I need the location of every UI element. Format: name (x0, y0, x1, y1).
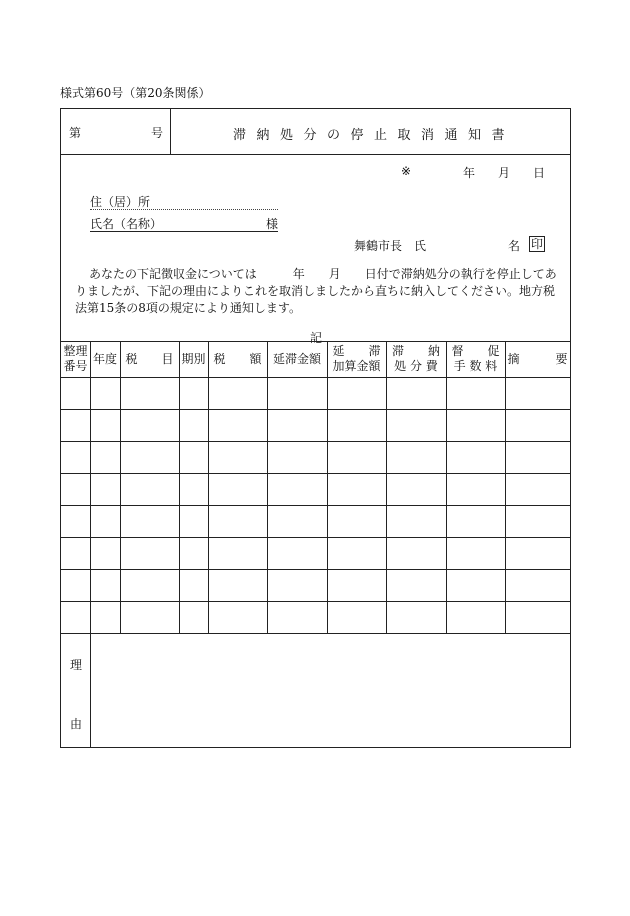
table-cell[interactable] (506, 602, 569, 632)
table-cell[interactable] (387, 538, 445, 568)
table-cell[interactable] (91, 378, 119, 408)
table-cell[interactable] (180, 506, 207, 536)
table-cell[interactable] (328, 442, 385, 472)
table-cell[interactable] (447, 474, 504, 504)
table-cell[interactable] (62, 570, 89, 600)
table-header-cell (327, 341, 386, 377)
table-cell[interactable] (180, 538, 207, 568)
table-header-label: 処 分 費 (394, 359, 438, 373)
table-cell[interactable] (268, 602, 326, 632)
table-cell[interactable] (121, 442, 178, 472)
honorific: 様 (265, 217, 278, 231)
table-cell[interactable] (447, 378, 504, 408)
issuer-name-suffix: 名 (508, 239, 521, 253)
table-cell[interactable] (62, 474, 89, 504)
table-cell[interactable] (328, 538, 385, 568)
table-row (61, 569, 570, 601)
table-cell[interactable] (180, 474, 207, 504)
table-header-label: 延滞金額 (272, 351, 321, 366)
table-cell[interactable] (328, 506, 385, 536)
table-cell[interactable] (268, 442, 326, 472)
table-header-label: 税 目 (125, 351, 174, 366)
name-label: 氏名（名称） (90, 217, 163, 231)
table-row (61, 409, 570, 441)
reason-field[interactable] (91, 634, 569, 746)
table-header-cell (446, 341, 505, 377)
table-cell[interactable] (62, 410, 89, 440)
table-cell[interactable] (209, 506, 266, 536)
table-cell[interactable] (328, 602, 385, 632)
table-cell[interactable] (506, 474, 569, 504)
table-header-cell (267, 341, 327, 377)
table-cell[interactable] (121, 378, 178, 408)
table-row (61, 601, 570, 633)
table-header-label: 番号 (63, 359, 88, 373)
table-cell[interactable] (180, 602, 207, 632)
table-header-cell (90, 341, 120, 377)
number-label-left: 第 (69, 126, 82, 140)
table-cell[interactable] (62, 506, 89, 536)
seal-mark: 印 (531, 237, 544, 251)
table-cell[interactable] (447, 538, 504, 568)
table-header-cell (61, 341, 90, 377)
table-cell[interactable] (91, 506, 119, 536)
table-cell[interactable] (121, 474, 178, 504)
table-cell[interactable] (62, 602, 89, 632)
table-cell[interactable] (447, 506, 504, 536)
table-cell[interactable] (447, 410, 504, 440)
table-cell[interactable] (506, 378, 569, 408)
table-header-cell (505, 341, 570, 377)
document-title (233, 124, 516, 143)
table-cell[interactable] (209, 410, 266, 440)
table-cell[interactable] (91, 602, 119, 632)
table-header-label: 督 促 (451, 344, 500, 358)
table-cell[interactable] (91, 442, 119, 472)
table-cell[interactable] (447, 602, 504, 632)
table-cell[interactable] (506, 506, 569, 536)
header-bottom-line (61, 154, 570, 155)
table-cell[interactable] (62, 378, 89, 408)
table-cell[interactable] (268, 570, 326, 600)
table-cell[interactable] (268, 538, 326, 568)
table-cell[interactable] (387, 506, 445, 536)
table-cell[interactable] (121, 538, 178, 568)
table-cell[interactable] (180, 378, 207, 408)
table-header-cell (386, 341, 446, 377)
table-cell[interactable] (387, 570, 445, 600)
table-cell[interactable] (209, 442, 266, 472)
table-cell[interactable] (121, 570, 178, 600)
table-header-label: 年度 (92, 351, 117, 366)
table-cell[interactable] (387, 378, 445, 408)
table-cell[interactable] (121, 602, 178, 632)
table-cell[interactable] (180, 410, 207, 440)
table-cell[interactable] (328, 410, 385, 440)
date-day: 日 (533, 166, 546, 180)
table-row (61, 377, 570, 409)
table-header-label: 税 額 (213, 351, 262, 366)
table-row (61, 441, 570, 473)
table-cell[interactable] (387, 442, 445, 472)
address-label: 住（居）所 (90, 195, 151, 209)
table-cell[interactable] (268, 410, 326, 440)
table-row (61, 505, 570, 537)
table-cell[interactable] (121, 410, 178, 440)
date-year: 年 (463, 166, 476, 180)
table-header-label: 整理 (63, 344, 88, 358)
table-cell[interactable] (209, 538, 266, 568)
table-cell[interactable] (180, 570, 207, 600)
table-header-label: 滞 納 (391, 344, 440, 358)
table-cell[interactable] (387, 602, 445, 632)
table-cell[interactable] (91, 570, 119, 600)
issuer-title: 舞鶴市長 氏 (354, 239, 427, 253)
address-field (90, 193, 278, 210)
table-cell[interactable] (506, 538, 569, 568)
table-cell[interactable] (328, 378, 385, 408)
reason-label-1: 理 (70, 658, 83, 672)
table-cell[interactable] (506, 442, 569, 472)
table-header-cell (208, 341, 267, 377)
table-cell[interactable] (447, 442, 504, 472)
table-row (61, 473, 570, 505)
ki-label: 記 (310, 331, 323, 345)
table-cell[interactable] (328, 474, 385, 504)
table-cell[interactable] (209, 602, 266, 632)
table-cell[interactable] (209, 474, 266, 504)
table-cell[interactable] (328, 570, 385, 600)
document-title-text: 滞納処分の停止取消通知書 (233, 128, 516, 143)
table-row (61, 537, 570, 569)
date-month: 月 (498, 166, 511, 180)
table-cell[interactable] (387, 474, 445, 504)
table-header-label: 摘 要 (507, 351, 568, 366)
table-cell[interactable] (209, 378, 266, 408)
table-header-cell (120, 341, 179, 377)
table-cell[interactable] (506, 410, 569, 440)
notice-body-text: あなたの下記徴収金については 年 月 日付で滞納処分の執行を停止してありましたが、下記の理由によりこれを取消しましたから直ちに納入してください。地方税法第15条の8項の規定により通知します。 (75, 267, 557, 315)
table-cell[interactable] (209, 570, 266, 600)
table-header-label: 期別 (181, 351, 206, 366)
table-cell[interactable] (268, 474, 326, 504)
table-header-label: 手 数 料 (453, 359, 498, 373)
table-cell[interactable] (268, 378, 326, 408)
table-header-cell (179, 341, 208, 377)
form-code: 様式第60号（第20条関係） (60, 86, 211, 100)
name-field (90, 215, 278, 232)
table-cell[interactable] (62, 442, 89, 472)
table-cell[interactable] (91, 538, 119, 568)
table-header-label: 加算金額 (332, 359, 381, 373)
table-cell[interactable] (62, 538, 89, 568)
table-cell[interactable] (180, 442, 207, 472)
table-cell[interactable] (91, 410, 119, 440)
table-cell[interactable] (506, 570, 569, 600)
table-cell[interactable] (91, 474, 119, 504)
table-cell[interactable] (268, 506, 326, 536)
table-header-label: 延 滞 (332, 344, 381, 358)
notice-form (60, 108, 571, 748)
table-cell[interactable] (387, 410, 445, 440)
date-mark: ※ (401, 164, 412, 178)
number-label-right: 号 (151, 126, 164, 140)
header-divider (170, 109, 171, 154)
table-cell[interactable] (121, 506, 178, 536)
table-cell[interactable] (447, 570, 504, 600)
reason-label-2: 由 (70, 717, 83, 731)
